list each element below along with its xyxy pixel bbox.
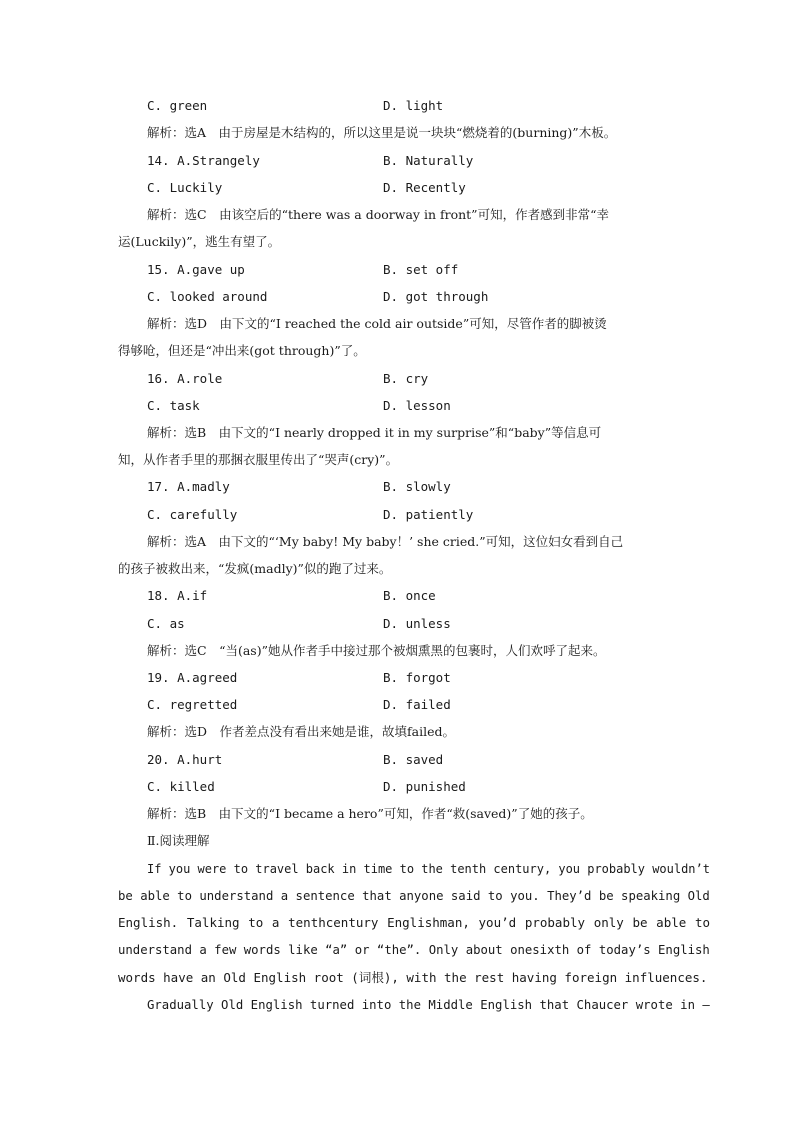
q14-option-c: C. Luckily — [147, 180, 223, 195]
q13-explanation — [0, 119, 794, 146]
q18-option-c: C. as — [147, 616, 185, 631]
q19-option-c: C. regretted — [147, 697, 238, 712]
passage-line-3 — [0, 909, 794, 936]
q14-option-a: 14. A.Strangely — [147, 153, 260, 168]
q18-option-d: D. unless — [383, 616, 451, 631]
q14-options-cd — [0, 174, 794, 201]
q16-option-a: 16. A.role — [147, 371, 223, 386]
q15-explanation-text-1: 解析：选D 由下文的“I reached the cold air outside”可知，尽管作者的脚被烫 — [147, 316, 607, 331]
q19-explanation — [0, 718, 794, 745]
q16-option-b: B. cry — [383, 371, 429, 386]
q15-options-ab — [0, 256, 794, 283]
q19-option-a: 19. A.agreed — [147, 670, 238, 685]
q17-option-b: B. slowly — [383, 479, 451, 494]
q20-options-cd — [0, 773, 794, 800]
q17-explanation-line1 — [0, 528, 794, 555]
q18-option-a: 18. A.if — [147, 588, 208, 603]
q17-option-a: 17. A.madly — [147, 479, 230, 494]
passage-text-4: understand a few words like “a” or “the”. Only about onesixth of today’s English — [118, 942, 710, 957]
q16-explanation-line2 — [0, 446, 794, 473]
q18-options-cd — [0, 610, 794, 637]
passage-line-1 — [0, 855, 794, 882]
q14-options-ab — [0, 147, 794, 174]
q20-option-d: D. punished — [383, 779, 466, 794]
passage-text-3: English. Talking to a tenthcentury Englishman, you’d probably only be able to — [118, 915, 710, 930]
q14-explanation-line2 — [0, 228, 794, 255]
q18-explanation-text: 解析：选C “当(as)”她从作者手中接过那个被烟熏黑的包裹时，人们欢呼了起来。 — [147, 643, 606, 658]
q20-options-ab — [0, 746, 794, 773]
passage-line-5 — [0, 964, 794, 991]
q14-explanation-text-2: 运(Luckily)”，逃生有望了。 — [118, 234, 281, 249]
q18-option-b: B. once — [383, 588, 436, 603]
q16-explanation-text-1: 解析：选B 由下文的“I nearly dropped it in my surprise”和“baby”等信息可 — [147, 425, 602, 440]
q19-option-b: B. forgot — [383, 670, 451, 685]
q13-options-cd — [0, 92, 794, 119]
q20-explanation — [0, 800, 794, 827]
q19-option-d: D. failed — [383, 697, 451, 712]
q17-options-cd — [0, 501, 794, 528]
q16-options-ab — [0, 365, 794, 392]
q15-options-cd — [0, 283, 794, 310]
q15-explanation-line2 — [0, 337, 794, 364]
q13-option-c: C. green — [147, 98, 208, 113]
q16-option-c: C. task — [147, 398, 200, 413]
passage-text-1: If you were to travel back in time to the tenth century, you probably wouldn’t — [147, 861, 710, 876]
q17-explanation-line2 — [0, 555, 794, 582]
q13-explanation-text: 解析：选A 由于房屋是木结构的，所以这里是说一块块“燃烧着的(burning)”木板。 — [147, 125, 617, 140]
q14-option-b: B. Naturally — [383, 153, 474, 168]
q16-options-cd — [0, 392, 794, 419]
q15-option-a: 15. A.gave up — [147, 262, 245, 277]
q15-option-b: B. set off — [383, 262, 459, 277]
q14-option-d: D. Recently — [383, 180, 466, 195]
q18-explanation — [0, 637, 794, 664]
passage-text-2: be able to understand a sentence that anyone said to you. They’d be speaking Old — [118, 888, 710, 903]
q20-explanation-text: 解析：选B 由下文的“I became a hero”可知，作者“救(saved)”了她的孩子。 — [147, 806, 593, 821]
q20-option-c: C. killed — [147, 779, 215, 794]
passage-line-2 — [0, 882, 794, 909]
passage-text-5: words have an Old English root (词根), with the rest having foreign influences. — [118, 970, 708, 985]
passage-line-6 — [0, 991, 794, 1018]
q17-explanation-text-1: 解析：选A 由下文的“‘My baby! My baby！’ she cried.”可知，这位妇女看到自己 — [147, 534, 624, 549]
q17-options-ab — [0, 473, 794, 500]
q15-option-d: D. got through — [383, 289, 489, 304]
section-heading — [0, 827, 794, 854]
q20-option-b: B. saved — [383, 752, 444, 767]
q16-option-d: D. lesson — [383, 398, 451, 413]
q17-option-c: C. carefully — [147, 507, 238, 522]
q19-options-cd — [0, 691, 794, 718]
q14-explanation-line1 — [0, 201, 794, 228]
q16-explanation-text-2: 知，从作者手里的那捆衣服里传出了“哭声(cry)”。 — [118, 452, 399, 467]
q17-explanation-text-2: 的孩子被救出来，“发疯(madly)”似的跑了过来。 — [118, 561, 392, 576]
q15-option-c: C. looked around — [147, 289, 268, 304]
passage-text-6: Gradually Old English turned into the Middle English that Chaucer wrote in — — [147, 997, 710, 1012]
q19-options-ab — [0, 664, 794, 691]
section-2-title: Ⅱ.阅读理解 — [147, 833, 210, 848]
q15-explanation-line1 — [0, 310, 794, 337]
q18-options-ab — [0, 582, 794, 609]
passage-line-4 — [0, 936, 794, 963]
q14-explanation-text-1: 解析：选C 由该空后的“there was a doorway in front”可知，作者感到非常“幸 — [147, 207, 609, 222]
q17-option-d: D. patiently — [383, 507, 474, 522]
q16-explanation-line1 — [0, 419, 794, 446]
q20-option-a: 20. A.hurt — [147, 752, 223, 767]
q13-option-d: D. light — [383, 98, 444, 113]
q15-explanation-text-2: 得够呛，但还是“冲出来(got through)”了。 — [118, 343, 366, 358]
q19-explanation-text: 解析：选D 作者差点没有看出来她是谁，故填failed。 — [147, 724, 455, 739]
